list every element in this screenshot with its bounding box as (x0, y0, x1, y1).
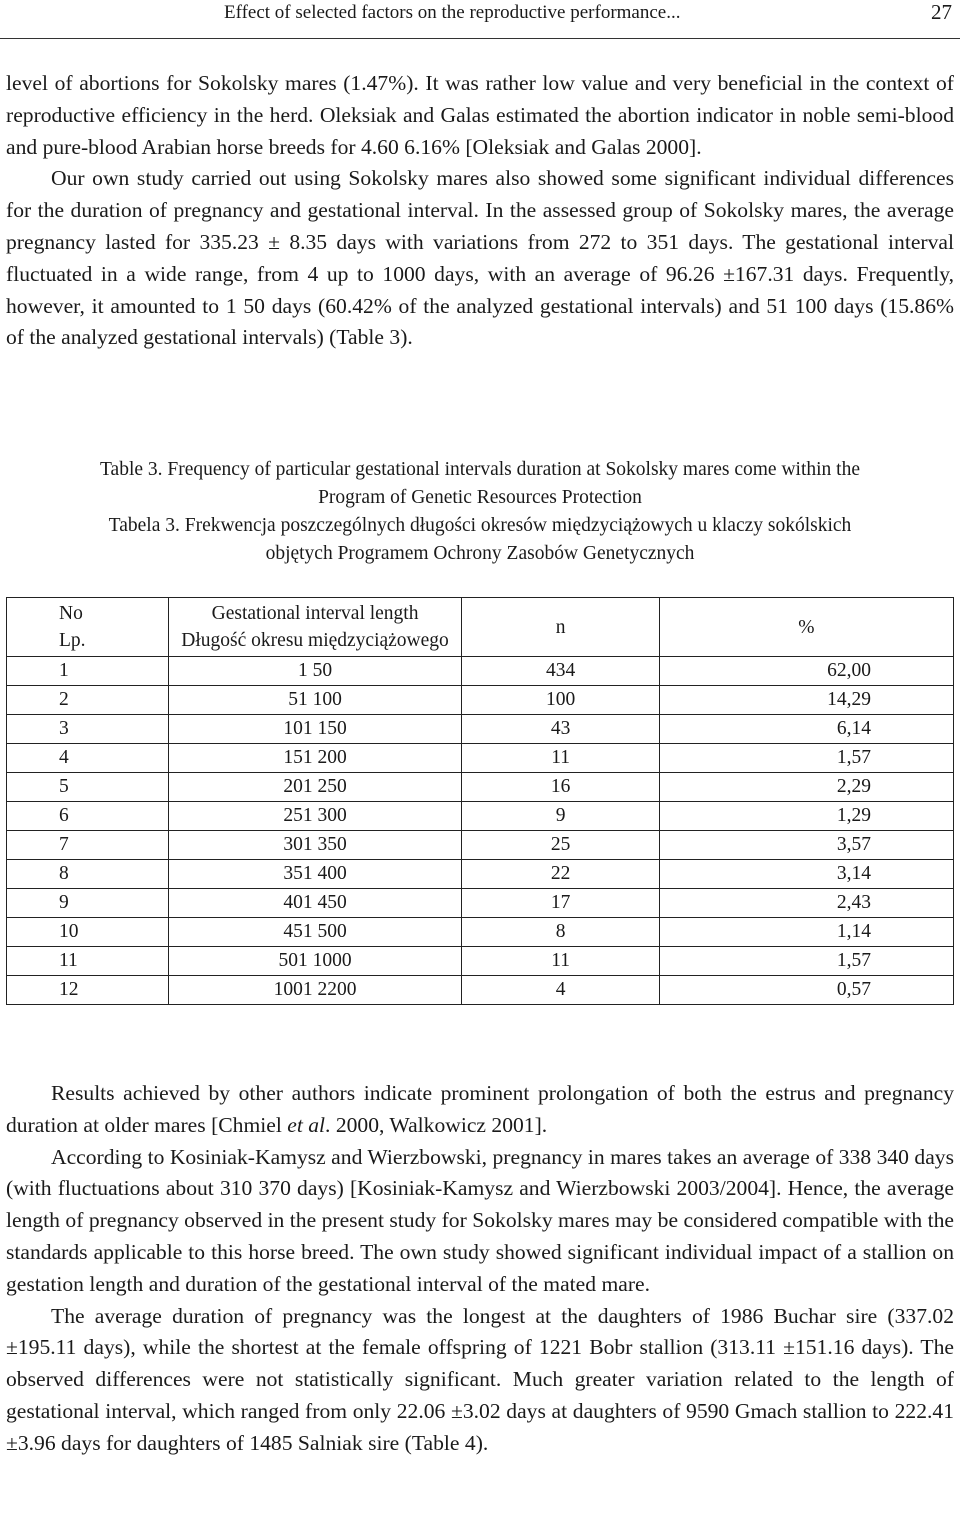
running-header (0, 0, 960, 39)
cell-no: 3 (7, 715, 169, 744)
cell-length: 101 150 (168, 715, 462, 744)
cell-length: 351 400 (168, 860, 462, 889)
cell-percent: 3,14 (659, 860, 953, 889)
paragraph-kosiniak: According to Kosiniak-Kamysz and Wierzbowski, pregnancy in mares takes an average of 338 340 days (with fluctuations about 310 370 days) [Kosiniak-Kamysz and Wierzbowski 2003/2004]. Hence, the average length of pregnancy observed in the present study for Sokolsky mares may be considered compatible with the standards applicable to this horse breed. The own study showed significant individual impact of a stallion on gestation length and duration of the gestational interval of the mated mare. (6, 1144, 954, 1296)
cell-no: 7 (7, 831, 169, 860)
header-no (7, 598, 169, 657)
header-length (168, 598, 462, 657)
header-no-en: No (59, 603, 83, 624)
paragraph-other-authors-end: . 2000, Walkowicz 2001]. (325, 1112, 548, 1137)
cell-n: 100 (462, 686, 659, 715)
cell-length: 251 300 (168, 802, 462, 831)
table-row (7, 976, 954, 1005)
cell-n: 8 (462, 918, 659, 947)
table-row (7, 947, 954, 976)
cell-length: 301 350 (168, 831, 462, 860)
cell-n: 11 (462, 947, 659, 976)
cell-length: 501 1000 (168, 947, 462, 976)
cell-percent: 2,43 (659, 889, 953, 918)
paragraph-average-duration: The average duration of pregnancy was the longest at the daughters of 1986 Buchar sire (337.02 ±195.11 days), while the shortest at the female offspring of 1221 Bobr stallion (313.11 ±151.16 days). The observed differences were not statistically significant. Much greater variation related to the length of gestational interval, which ranged from only 22.06 ±3.02 days at daughters of 9590 Gmach stallion to 222.41 ±3.96 days for daughters of 1485 Salniak sire (Table 4). (6, 1303, 954, 1455)
table-row (7, 802, 954, 831)
table-body (7, 657, 954, 1005)
table-header-row (7, 598, 954, 657)
cell-no: 11 (7, 947, 169, 976)
table-row (7, 773, 954, 802)
table-row (7, 918, 954, 947)
cell-no: 12 (7, 976, 169, 1005)
cell-percent: 62,00 (659, 657, 953, 686)
cell-n: 4 (462, 976, 659, 1005)
header-percent: % (659, 598, 953, 657)
table-row (7, 831, 954, 860)
header-n: n (462, 598, 659, 657)
paragraph-abortion-level: level of abortions for Sokolsky mares (1.47%). It was rather low value and very beneficial in the context of reproductive efficiency in the herd. Oleksiak and Galas estimated the abortion indicator in noble semi-blood and pure-blood Arabian horse breeds for 4.60 6.16% [Oleksiak and Galas 2000]. (6, 71, 954, 159)
cell-n: 25 (462, 831, 659, 860)
cell-length: 451 500 (168, 918, 462, 947)
cell-length: 51 100 (168, 686, 462, 715)
cell-n: 9 (462, 802, 659, 831)
cell-no: 2 (7, 686, 169, 715)
cell-no: 10 (7, 918, 169, 947)
cell-length: 201 250 (168, 773, 462, 802)
cell-no: 6 (7, 802, 169, 831)
cell-no: 5 (7, 773, 169, 802)
cell-percent: 6,14 (659, 715, 953, 744)
paragraph-own-study: Our own study carried out using Sokolsky mares also showed some significant individual differences for the duration of pregnancy and gestational interval. In the assessed group of Sokolsky mares, the average pregnancy lasted for 335.23 ± 8.35 days with variations from 272 to 351 days. The gestational interval fluctuated in a wide range, from 4 up to 1000 days, with an average of 96.26 ±167.31 days. Frequently, however, it amounted to 1 50 days (60.42% of the analyzed gestational intervals) and 51 100 days (15.86% of the analyzed gestational intervals) (Table 3). (6, 166, 954, 350)
table-row (7, 889, 954, 918)
cell-no: 1 (7, 657, 169, 686)
cell-percent: 0,57 (659, 976, 953, 1005)
table-caption (0, 456, 960, 568)
cell-length: 1 50 (168, 657, 462, 686)
cell-no: 9 (7, 889, 169, 918)
cell-n: 11 (462, 744, 659, 773)
et-al-italic: et al (287, 1112, 326, 1137)
cell-length: 401 450 (168, 889, 462, 918)
cell-percent: 1,57 (659, 947, 953, 976)
paragraph-other-authors (6, 1078, 954, 1142)
header-no-pl: Lp. (59, 630, 86, 651)
caption-pl-line2: objętych Programem Ochrony Zasobów Genetycznych (265, 543, 695, 564)
running-title: Effect of selected factors on the reproductive performance... (224, 2, 681, 23)
table-row (7, 657, 954, 686)
table-row (7, 686, 954, 715)
cell-n: 434 (462, 657, 659, 686)
paragraph-other-authors-text: Results achieved by other authors indicate prominent prolongation of both the estrus and pregnancy duration at older mares [Chmiel (6, 1081, 954, 1137)
cell-n: 16 (462, 773, 659, 802)
cell-n: 17 (462, 889, 659, 918)
caption-en-line1: Table 3. Frequency of particular gestational intervals duration at Sokolsky mares come within the (99, 459, 860, 480)
cell-percent: 1,29 (659, 802, 953, 831)
cell-percent: 1,14 (659, 918, 953, 947)
table-row (7, 744, 954, 773)
cell-no: 4 (7, 744, 169, 773)
cell-n: 43 (462, 715, 659, 744)
header-length-pl: Długość okresu międzyciążowego (181, 630, 449, 651)
gestational-interval-table (6, 597, 954, 1005)
cell-length: 1001 2200 (168, 976, 462, 1005)
text-block-top (6, 68, 954, 354)
cell-percent: 14,29 (659, 686, 953, 715)
text-block-bottom (6, 1078, 954, 1460)
cell-percent: 2,29 (659, 773, 953, 802)
page-number: 27 (931, 0, 952, 24)
caption-pl-line1: Tabela 3. Frekwencja poszczególnych długości okresów międzyciążowych u klaczy sokólskich (108, 515, 852, 536)
cell-percent: 1,57 (659, 744, 953, 773)
caption-en-line2: Program of Genetic Resources Protection (318, 487, 642, 508)
table-row (7, 715, 954, 744)
table-row (7, 860, 954, 889)
cell-n: 22 (462, 860, 659, 889)
cell-no: 8 (7, 860, 169, 889)
cell-length: 151 200 (168, 744, 462, 773)
header-length-en: Gestational interval length (211, 603, 419, 624)
cell-percent: 3,57 (659, 831, 953, 860)
